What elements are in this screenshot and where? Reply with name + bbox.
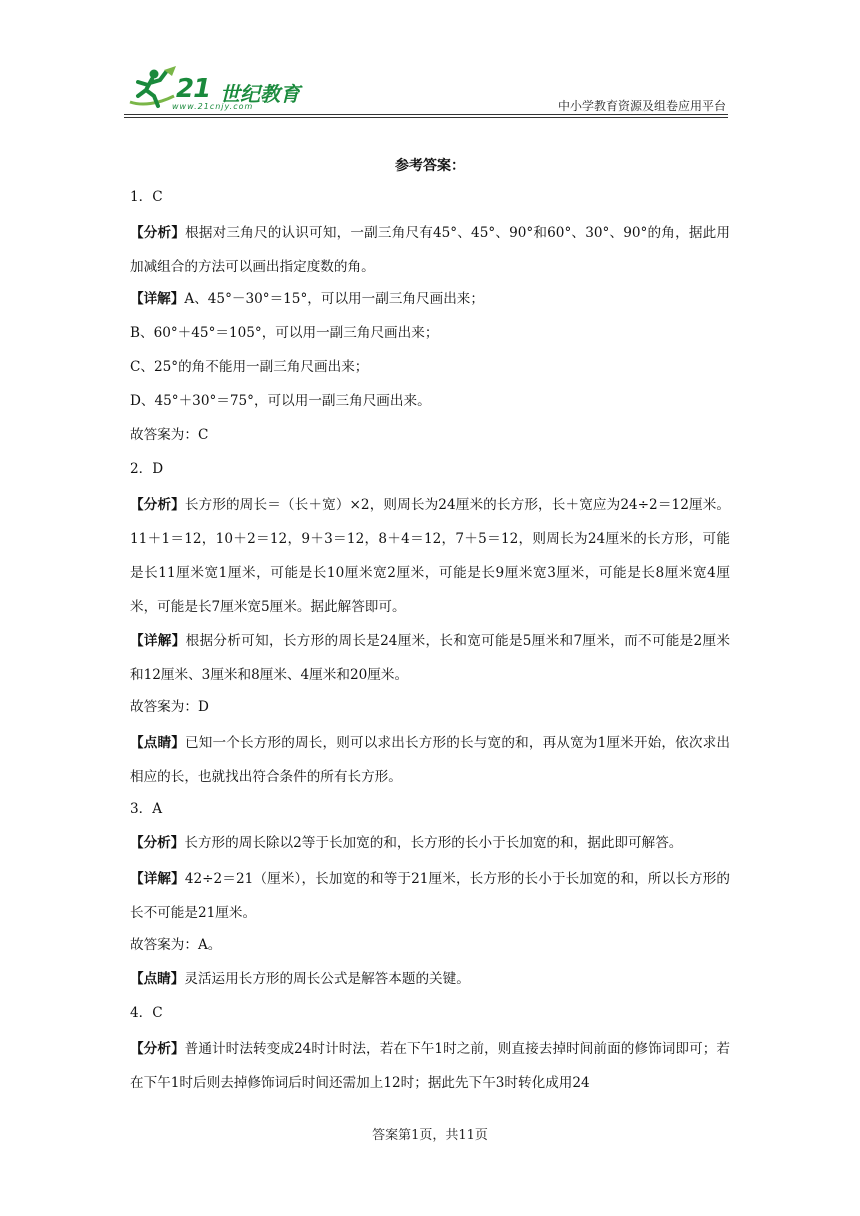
answer-paragraph (130, 624, 730, 692)
answer-content (130, 150, 730, 1100)
site-logo (124, 66, 304, 114)
paragraph-text: 已知一个长方形的周长，则可以求出长方形的长与宽的和，再从宽为1厘米开始，依次求出相应的长，也就找出符合条件的所有长方形。 (130, 735, 730, 785)
paragraph-text: A、45°－30°＝15°，可以用一副三角尺画出来； (184, 291, 484, 307)
paragraph-text: B、60°＋45°＝105°，可以用一副三角尺画出来； (130, 325, 439, 341)
answer-number: 1．C (130, 189, 163, 205)
answer-paragraph (130, 930, 730, 960)
paragraph-text: C、25°的角不能用一副三角尺画出来； (130, 359, 369, 375)
paragraph-text: 根据分析可知，长方形的周长是24厘米，长和宽可能是5厘米和7厘米，而不可能是2厘米和12厘米、3厘米和8厘米、4厘米和20厘米。 (130, 633, 731, 683)
header-rule-thin (124, 117, 728, 118)
logo-url: www.21cnjy.com (172, 102, 254, 111)
paragraph-tag: 【点睛】 (130, 971, 185, 987)
paragraph-text: 故答案为：C (130, 427, 209, 443)
answer-number: 2．D (130, 461, 164, 477)
paragraph-tag: 【分析】 (130, 225, 186, 241)
page-footer: 答案第1页，共11页 (372, 1128, 488, 1143)
answer-paragraph (130, 726, 730, 794)
answer-paragraph (130, 862, 730, 930)
answer-paragraph (130, 352, 730, 382)
answer-paragraph (130, 828, 730, 858)
paragraph-text: 故答案为：D (130, 699, 209, 715)
paragraph-tag: 【详解】 (130, 633, 186, 649)
paragraph-tag: 【详解】 (130, 871, 185, 887)
page-header (0, 0, 860, 120)
answer-paragraph (130, 692, 730, 722)
answer-paragraph (130, 386, 730, 416)
logo-text: 世纪教育 (220, 82, 300, 106)
header-rule (124, 114, 728, 115)
paragraph-tag: 【详解】 (130, 291, 185, 307)
paragraph-tag: 【分析】 (130, 497, 185, 513)
paragraph-tag: 【分析】 (130, 1041, 185, 1057)
answer-paragraph (130, 488, 730, 624)
paragraph-text: 42÷2＝21（厘米），长加宽的和等于21厘米，长方形的长小于长加宽的和，所以长方形的长不可能是21厘米。 (130, 871, 730, 921)
header-tagline: 中小学教育资源及组卷应用平台 (557, 99, 726, 113)
answer-paragraph (130, 420, 730, 450)
paragraph-text: 长方形的周长＝（长＋宽）×2，则周长为24厘米的长方形，长＋宽应为24÷2＝12厘米。11＋1＝12，10＋2＝12，9＋3＝12，8＋4＝12，7＋5＝12，则周长为24厘米的长方形，可能是长11厘米宽1厘米，可能是长10厘米宽2厘米，可能是长9厘米宽3厘米，可能是长8厘米宽4厘米，可能是长7厘米宽5厘米。据此解答即可。 (130, 497, 731, 615)
answer-number: 3．A (130, 801, 163, 817)
answer-number: 4．C (130, 1005, 163, 1021)
paragraph-text: 根据对三角尺的认识可知，一副三角尺有45°、45°、90°和60°、30°、90°的角，据此用加减组合的方法可以画出指定度数的角。 (130, 225, 730, 275)
paragraph-text: 故答案为：A。 (130, 937, 222, 953)
paragraph-text: 灵活运用长方形的周长公式是解答本题的关键。 (184, 971, 470, 987)
answer-paragraph (130, 318, 730, 348)
logo-number: 21 (176, 74, 211, 104)
answer-paragraph (130, 216, 730, 284)
paragraph-text: D、45°＋30°＝75°，可以用一副三角尺画出来。 (130, 393, 431, 409)
answer-paragraph (130, 1032, 730, 1100)
page-title: 参考答案： (395, 158, 465, 174)
paragraph-tag: 【分析】 (130, 835, 185, 851)
answer-paragraph (130, 964, 730, 994)
paragraph-text: 普通计时法转变成24时计时法，若在下午1时之前，则直接去掉时间前面的修饰词即可；若在下午1时后则去掉修饰词后时间还需加上12时；据此先下午3时转化成用24 (130, 1041, 730, 1091)
paragraph-text: 长方形的周长除以2等于长加宽的和，长方形的长小于长加宽的和，据此即可解答。 (184, 835, 683, 851)
answer-paragraph (130, 284, 730, 314)
paragraph-tag: 【点睛】 (130, 735, 186, 751)
